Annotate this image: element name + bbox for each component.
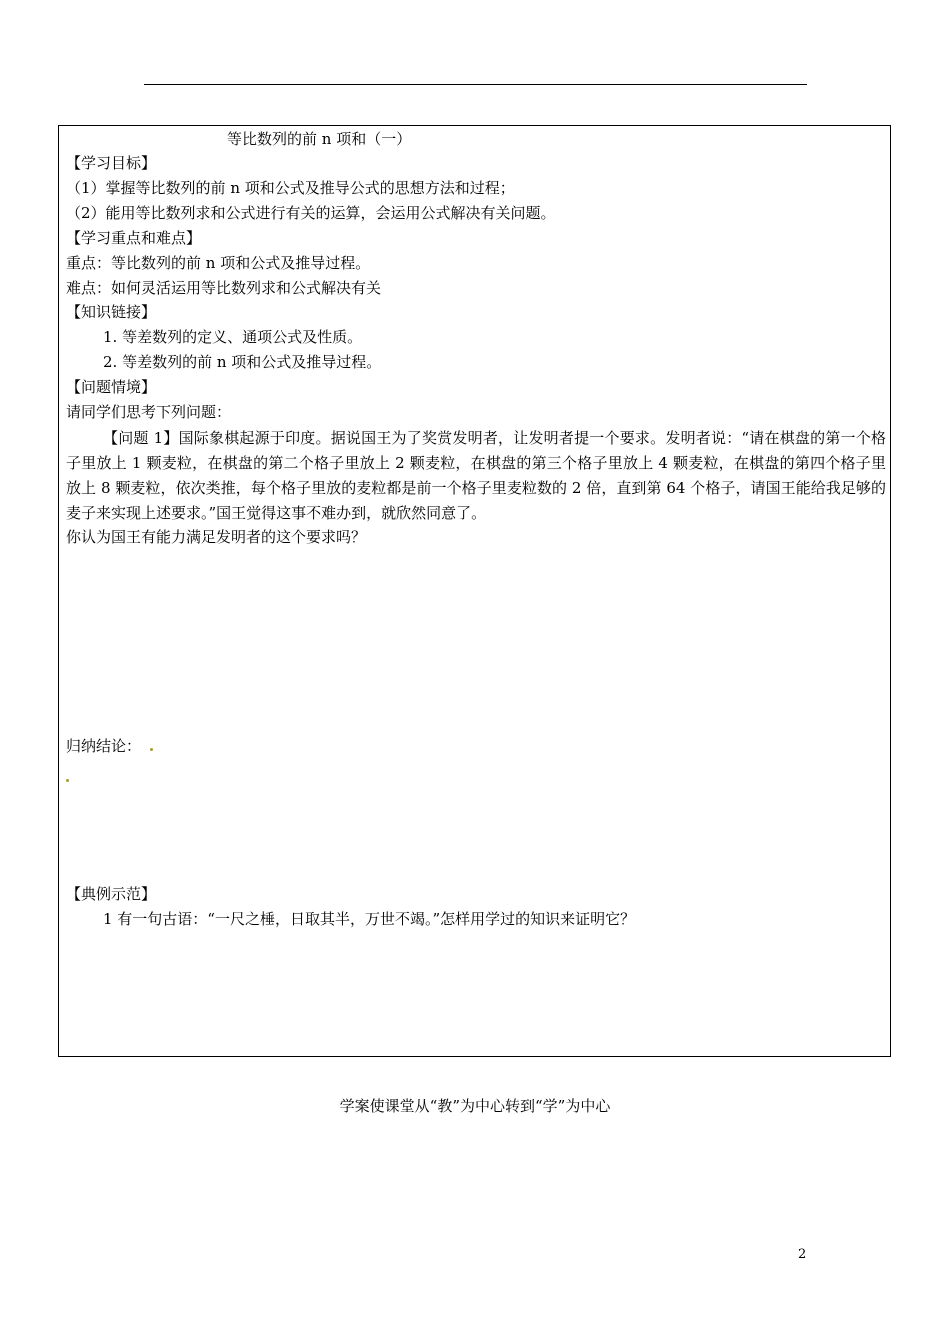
goal-1: （1）掌握等比数列的前 n 项和公式及推导公式的思想方法和过程； xyxy=(66,179,515,197)
problem-paragraph xyxy=(66,426,886,526)
question-text: 你认为国王有能力满足发明者的这个要求吗？ xyxy=(66,528,367,546)
key-difficulty-heading: 【学习重点和难点】 xyxy=(66,229,202,247)
goals-heading: 【学习目标】 xyxy=(66,154,157,172)
goal-2: （2）能用等比数列求和公式进行有关的运算，会运用公式解决有关问题。 xyxy=(66,204,556,222)
stray-mark xyxy=(150,748,153,751)
conclusion-label: 归纳结论： xyxy=(66,737,142,755)
key-point: 重点：等比数列的前 n 项和公式及推导过程。 xyxy=(66,254,371,272)
footer-slogan: 学案使课堂从“教”为中心转到“学”为中心 xyxy=(339,1097,611,1115)
problem-text: 【问题 1】国际象棋起源于印度。据说国王为了奖赏发明者，让发明者提一个要求。发明者说：“请在棋盘的第一个格子里放上 1 颗麦粒，在棋盘的第二个格子里放上 2 颗麦粒，在棋盘的第三个格子里放上 4 颗麦粒，在棋盘的第四个格子里放上 8 颗麦粒，依次类推，每个格子里放的麦粒都是前一个格子里麦粒数的 2 倍，直到第 64 个格子，请国王能给我足够的麦子来实现上述要求。”国王觉得这事不难办到，就欣然同意了。 xyxy=(66,429,886,522)
example-heading: 【典例示范】 xyxy=(66,885,157,903)
situation-heading: 【问题情境】 xyxy=(66,378,157,396)
link-item-2: 2. 等差数列的前 n 项和公式及推导过程。 xyxy=(103,353,382,371)
prompt-text: 请同学们思考下列问题： xyxy=(66,403,232,421)
stray-mark xyxy=(66,779,69,782)
page-number: 2 xyxy=(798,1247,807,1262)
header-rule xyxy=(144,84,807,85)
example-1: 1 有一句古语：“一尺之棰，日取其半，万世不竭。”怎样用学过的知识来证明它？ xyxy=(103,910,636,928)
link-item-1: 1. 等差数列的定义、通项公式及性质。 xyxy=(103,328,363,346)
knowledge-link-heading: 【知识链接】 xyxy=(66,303,157,321)
document-title: 等比数列的前 n 项和（一） xyxy=(227,130,412,148)
difficulty: 难点：如何灵活运用等比数列求和公式解决有关 xyxy=(66,279,382,297)
